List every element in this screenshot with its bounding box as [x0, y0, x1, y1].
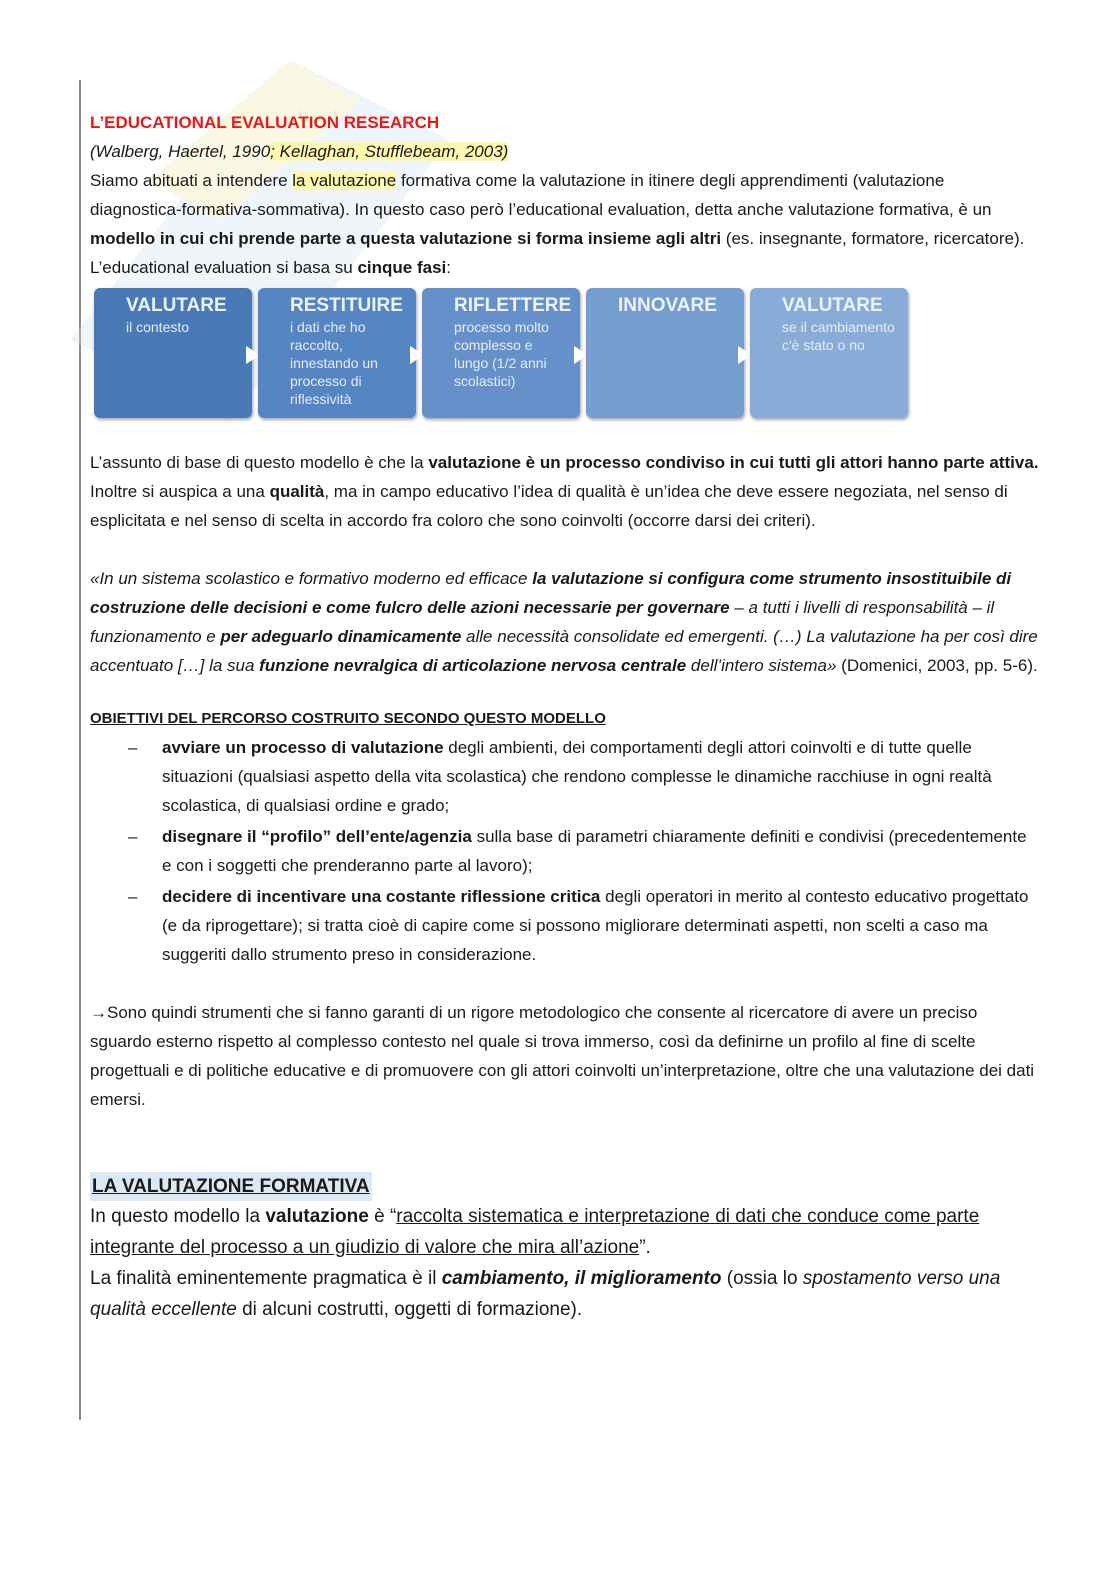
s2-underlined: raccolta sistematica e interpretazione di dati che conduce come parte integrante del processo a un giudizio di valore che mira all’azione [90, 1206, 980, 1258]
quote-reference: (Domenici, 2003, pp. 5-6). [836, 656, 1038, 675]
assunto-bold: valutazione è un processo condiviso in cui tutti gli attori hanno parte attiva. [428, 453, 1039, 472]
quote-text: dell’intero sistema» [686, 656, 837, 675]
s2-text: (ossia lo [721, 1268, 803, 1289]
phase-box-1 [94, 288, 252, 418]
phase-desc: se il cambiamento c'è stato o no [782, 319, 895, 353]
quote-bold: funzione nevralgica di articolazione nervosa centrale [259, 656, 687, 675]
s2-italic: spostamento verso una qualità eccellente [90, 1268, 1001, 1320]
phase-box-3 [422, 288, 580, 418]
citation-part-1: (Walberg, Haertel, 1990 [90, 142, 271, 161]
phase-title: VALUTARE [782, 295, 883, 316]
phase-title: VALUTARE [126, 295, 227, 316]
intro-text-1: Siamo abituati a intendere [90, 171, 293, 190]
phases-intro-bold: cinque fasi [357, 258, 447, 277]
section-heading: LA VALUTAZIONE FORMATIVA [90, 1172, 372, 1201]
phase-box-2 [258, 288, 416, 418]
s2-text: In questo modello la [90, 1206, 266, 1227]
qualita-text-1: Inoltre si auspica a una [90, 482, 270, 501]
item-text: degli operatori in merito al contesto educativo progettato (e da riprogettare); si tratta cioè di capire come si possono migliorare determinati aspetti, non scelti a caso ma suggeriti dallo strumento preso in considerazione. [162, 887, 1029, 964]
section2-paragraph-1 [90, 1201, 1040, 1263]
item-text: degli ambienti, dei comportamenti degli attori coinvolti e di tutte quelle situazioni (qualsiasi aspetto della vita scolastica) che rendono complesse le dinamiche racchiuse in ogni realtà scolastica, di qualsiasi ordine e grado; [162, 738, 992, 815]
s2-text: di alcuni costrutti, oggetti di formazione). [236, 1299, 583, 1320]
s2-text: ”. [639, 1237, 651, 1258]
phase-title: RESTITUIRE [290, 295, 403, 316]
intro-text-2: formativa come la valutazione in itinere degli apprendimenti (valutazione diagnostica-formativa-sommativa). In questo caso però l’educational evaluation, detta anche valutazione formativa, è un [90, 171, 992, 219]
phase-desc: il contesto [126, 319, 190, 335]
quote-text: – a tutti i livelli di responsabilità – il funzionamento e [90, 598, 995, 646]
quote-text: «In un sistema scolastico e formativo moderno ed efficace [90, 569, 533, 588]
list-item [162, 882, 1040, 969]
item-bold: disegnare il “profilo” dell’ente/agenzia [162, 827, 472, 846]
qualita-text-2: , ma in campo educativo l’idea di qualità è un’idea che deve essere negoziata, nel senso di esplicitata e nel senso di scelta in accordo fra coloro che sono coinvolti (occorre darsi dei criteri). [90, 482, 1008, 530]
arrow-right-icon: → [90, 1003, 107, 1022]
quote-paragraph [90, 564, 1040, 680]
citation-part-2: ; Kellaghan, Stufflebeam, 2003) [270, 142, 509, 161]
conclusion-text: Sono quindi strumenti che si fanno garanti di un rigore metodologico che consente al ricercatore di avere un preciso sguardo esterno rispetto al complesso contesto nel quale si trova immerso, così da definirne un profilo al fine di scelte progettuali e di politiche educative e di promuovere con gli attori coinvolti un’interpretazione, oltre che una valutazione dei dati emersi. [90, 1003, 1035, 1109]
conclusion-paragraph [90, 998, 1040, 1114]
phase-title: RIFLETTERE [454, 295, 572, 316]
quote-text: alle necessità consolidate ed emergenti. (…) La valutazione ha per così dire accentuato […] la sua [90, 627, 1038, 675]
intro-bold: modello in cui chi prende parte a questa valutazione si forma insieme agli altri [90, 229, 722, 248]
intro-highlight: la valutazione [292, 171, 397, 190]
phase-desc: i dati che ho raccolto, innestando un processo di riflessività [290, 319, 378, 407]
phases-diagram [94, 288, 1040, 438]
doc-title: L’EDUCATIONAL EVALUATION RESEARCH [90, 113, 440, 132]
intro-paragraph [90, 166, 1040, 253]
item-text: sulla base di parametri chiaramente definiti e condivisi (precedentemente e con i soggetti che prenderanno parte al lavoro); [162, 827, 1027, 875]
phases-intro-text: L’educational evaluation si basa su [90, 258, 358, 277]
objectives-heading: OBIETTIVI DEL PERCORSO COSTRUITO SECONDO QUESTO MODELLO [90, 710, 606, 727]
phase-title: INNOVARE [618, 295, 717, 316]
qualita-bold: qualità [269, 482, 325, 501]
quote-bold: la valutazione si configura come strumento insostituibile di costruzione delle decisioni e come fulcro delle azioni necessarie per governare [90, 569, 1012, 617]
objectives-list [90, 733, 1040, 969]
section2-paragraph-2 [90, 1263, 1040, 1325]
phase-desc: processo molto complesso e lungo (1/2 anni scolastici) [454, 319, 549, 389]
item-bold: decidere di incentivare una costante riflessione critica [162, 887, 601, 906]
s2-bold-italic: cambiamento, il miglioramento [441, 1268, 722, 1289]
assunto-text: L’assunto di base di questo modello è che la [90, 453, 429, 472]
margin-line [79, 80, 81, 1420]
phases-intro-tail: : [446, 258, 452, 277]
document-body [90, 108, 1040, 1325]
item-bold: avviare un processo di valutazione [162, 738, 444, 757]
phases-intro [90, 253, 1040, 282]
list-item [162, 733, 1040, 820]
s2-text: è “ [368, 1206, 397, 1227]
citation [90, 137, 1040, 166]
s2-bold: valutazione [265, 1206, 369, 1227]
assunto-paragraph [90, 448, 1040, 477]
qualita-paragraph [90, 477, 1040, 535]
quote-bold: per adeguarlo dinamicamente [220, 627, 462, 646]
section-valutazione-formativa [90, 1172, 1040, 1325]
phase-box-4 [586, 288, 744, 418]
intro-text-3: (es. insegnante, formatore, ricercatore). [721, 229, 1025, 248]
phase-box-5 [750, 288, 908, 418]
s2-text: La finalità eminentemente pragmatica è il [90, 1268, 442, 1289]
list-item [162, 822, 1040, 880]
